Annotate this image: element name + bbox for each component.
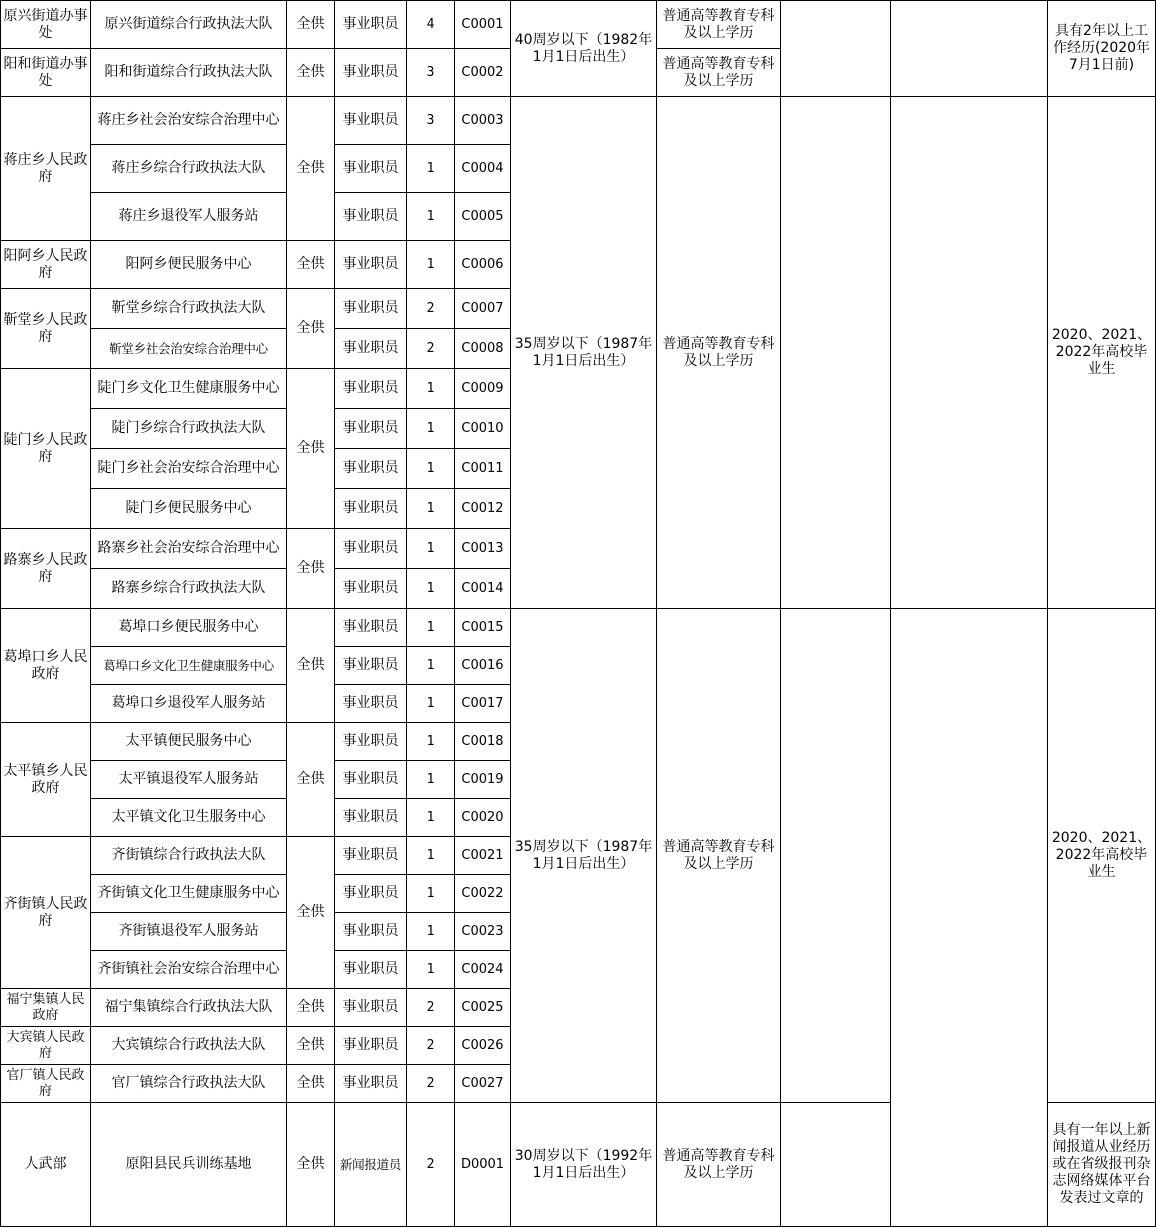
funding-cell: 全供: [287, 289, 335, 369]
code-cell: C0013: [455, 529, 511, 569]
count-cell: 1: [407, 875, 455, 913]
post-type-cell: 事业职员: [335, 49, 407, 97]
age-requirement-cell: 30周岁以下（1992年1月1日后出生）: [511, 1103, 657, 1227]
unit-cell: 葛埠口乡文化卫生健康服务中心: [91, 647, 287, 685]
post-type-cell: 事业职员: [335, 951, 407, 989]
unit-cell: 陡门乡社会治安综合治理中心: [91, 449, 287, 489]
code-cell: C0005: [455, 193, 511, 241]
post-type-cell: 事业职员: [335, 875, 407, 913]
post-type-cell: 事业职员: [335, 989, 407, 1027]
post-type-cell: 事业职员: [335, 409, 407, 449]
dept-cell: 陡门乡人民政府: [1, 369, 91, 529]
unit-cell: 福宁集镇综合行政执法大队: [91, 989, 287, 1027]
post-type-cell: 事业职员: [335, 837, 407, 875]
post-type-cell: 事业职员: [335, 1065, 407, 1103]
code-cell: C0017: [455, 685, 511, 723]
count-cell: 1: [407, 647, 455, 685]
blank-cell: [781, 97, 891, 609]
unit-cell: 阳阿乡便民服务中心: [91, 241, 287, 289]
unit-cell: 齐街镇社会治安综合治理中心: [91, 951, 287, 989]
count-cell: 1: [407, 241, 455, 289]
funding-cell: 全供: [287, 1, 335, 49]
funding-cell: 全供: [287, 837, 335, 989]
code-cell: C0010: [455, 409, 511, 449]
post-type-cell: 事业职员: [335, 145, 407, 193]
code-cell: C0021: [455, 837, 511, 875]
funding-cell: 全供: [287, 1065, 335, 1103]
unit-cell: 路寨乡综合行政执法大队: [91, 569, 287, 609]
unit-cell: 太平镇文化卫生服务中心: [91, 799, 287, 837]
unit-cell: 官厂镇综合行政执法大队: [91, 1065, 287, 1103]
unit-cell: 葛埠口乡便民服务中心: [91, 609, 287, 647]
funding-cell: 全供: [287, 49, 335, 97]
age-requirement-cell: 35周岁以下（1987年1月1日后出生）: [511, 97, 657, 609]
unit-cell: 阳和街道综合行政执法大队: [91, 49, 287, 97]
dept-cell: 原兴街道办事处: [1, 1, 91, 49]
unit-cell: 原兴街道综合行政执法大队: [91, 1, 287, 49]
count-cell: 2: [407, 289, 455, 329]
count-cell: 1: [407, 837, 455, 875]
code-cell: C0026: [455, 1027, 511, 1065]
dept-cell: 阳阿乡人民政府: [1, 241, 91, 289]
post-type-cell: 事业职员: [335, 489, 407, 529]
funding-cell: 全供: [287, 97, 335, 241]
code-cell: C0020: [455, 799, 511, 837]
code-cell: C0009: [455, 369, 511, 409]
unit-cell: 原阳县民兵训练基地: [91, 1103, 287, 1227]
funding-cell: 全供: [287, 1027, 335, 1065]
age-requirement-cell: 40周岁以下（1982年1月1日后出生）: [511, 1, 657, 97]
dept-cell: 官厂镇人民政府: [1, 1065, 91, 1103]
post-type-cell: 事业职员: [335, 329, 407, 369]
unit-cell: 陡门乡文化卫生健康服务中心: [91, 369, 287, 409]
count-cell: 1: [407, 145, 455, 193]
count-cell: 1: [407, 951, 455, 989]
post-type-cell: 事业职员: [335, 761, 407, 799]
code-cell: C0012: [455, 489, 511, 529]
code-cell: C0011: [455, 449, 511, 489]
code-cell: C0016: [455, 647, 511, 685]
count-cell: 4: [407, 1, 455, 49]
post-type-cell: 事业职员: [335, 97, 407, 145]
blank-cell: [891, 609, 1048, 1227]
count-cell: 1: [407, 609, 455, 647]
dept-cell: 福宁集镇人民政府: [1, 989, 91, 1027]
other-requirement-cell: 具有2年以上工作经历(2020年7月1日前): [1048, 1, 1156, 97]
post-type-cell: 事业职员: [335, 369, 407, 409]
blank-cell: [891, 1, 1048, 97]
blank-cell: [891, 97, 1048, 609]
unit-cell: 太平镇便民服务中心: [91, 723, 287, 761]
unit-cell: 蒋庄乡退役军人服务站: [91, 193, 287, 241]
post-type-cell: 新闻报道员: [335, 1103, 407, 1227]
degree-cell: 普通高等教育专科及以上学历: [657, 1103, 781, 1227]
degree-cell: 普通高等教育专科及以上学历: [657, 609, 781, 1103]
post-type-cell: 事业职员: [335, 449, 407, 489]
funding-cell: 全供: [287, 369, 335, 529]
dept-cell: 葛埠口乡人民政府: [1, 609, 91, 723]
unit-cell: 齐街镇退役军人服务站: [91, 913, 287, 951]
blank-cell: [781, 1103, 891, 1227]
unit-cell: 大宾镇综合行政执法大队: [91, 1027, 287, 1065]
table-row: [1, 609, 1156, 647]
code-cell: C0002: [455, 49, 511, 97]
code-cell: C0027: [455, 1065, 511, 1103]
degree-cell: 普通高等教育专科及以上学历: [657, 49, 781, 97]
post-type-cell: 事业职员: [335, 193, 407, 241]
dept-cell: 大宾镇人民政府: [1, 1027, 91, 1065]
other-requirement-cell: 具有一年以上新闻报道从业经历或在省级报刊杂志网络媒体平台发表过文章的: [1048, 1103, 1156, 1227]
count-cell: 1: [407, 449, 455, 489]
other-requirement-cell: 2020、2021、2022年高校毕业生: [1048, 609, 1156, 1103]
unit-cell: 路寨乡社会治安综合治理中心: [91, 529, 287, 569]
blank-cell: [781, 609, 891, 1103]
dept-cell: 靳堂乡人民政府: [1, 289, 91, 369]
degree-cell: 普通高等教育专科及以上学历: [657, 97, 781, 609]
count-cell: 1: [407, 369, 455, 409]
age-requirement-cell: 35周岁以下（1987年1月1日后出生）: [511, 609, 657, 1103]
code-cell: C0018: [455, 723, 511, 761]
funding-cell: 全供: [287, 723, 335, 837]
code-cell: C0024: [455, 951, 511, 989]
count-cell: 1: [407, 723, 455, 761]
count-cell: 1: [407, 409, 455, 449]
funding-cell: 全供: [287, 1103, 335, 1227]
unit-cell: 葛埠口乡退役军人服务站: [91, 685, 287, 723]
count-cell: 1: [407, 913, 455, 951]
post-type-cell: 事业职员: [335, 569, 407, 609]
post-type-cell: 事业职员: [335, 647, 407, 685]
unit-cell: 陡门乡综合行政执法大队: [91, 409, 287, 449]
count-cell: 1: [407, 529, 455, 569]
unit-cell: 蒋庄乡社会治安综合治理中心: [91, 97, 287, 145]
funding-cell: 全供: [287, 529, 335, 609]
count-cell: 1: [407, 761, 455, 799]
code-cell: C0006: [455, 241, 511, 289]
post-type-cell: 事业职员: [335, 609, 407, 647]
count-cell: 2: [407, 1065, 455, 1103]
dept-cell: 人武部: [1, 1103, 91, 1227]
funding-cell: 全供: [287, 609, 335, 723]
unit-cell: 齐街镇综合行政执法大队: [91, 837, 287, 875]
post-type-cell: 事业职员: [335, 1027, 407, 1065]
count-cell: 3: [407, 97, 455, 145]
post-type-cell: 事业职员: [335, 723, 407, 761]
count-cell: 1: [407, 685, 455, 723]
dept-cell: 蒋庄乡人民政府: [1, 97, 91, 241]
funding-cell: 全供: [287, 241, 335, 289]
dept-cell: 太平镇乡人民政府: [1, 723, 91, 837]
count-cell: 2: [407, 1103, 455, 1227]
unit-cell: 太平镇退役军人服务站: [91, 761, 287, 799]
count-cell: 1: [407, 799, 455, 837]
code-cell: C0007: [455, 289, 511, 329]
dept-cell: 路寨乡人民政府: [1, 529, 91, 609]
post-type-cell: 事业职员: [335, 913, 407, 951]
code-cell: C0023: [455, 913, 511, 951]
count-cell: 2: [407, 329, 455, 369]
unit-cell: 靳堂乡综合行政执法大队: [91, 289, 287, 329]
unit-cell: 靳堂乡社会治安综合治理中心: [91, 329, 287, 369]
other-requirement-cell: 2020、2021、2022年高校毕业生: [1048, 97, 1156, 609]
funding-cell: 全供: [287, 989, 335, 1027]
post-type-cell: 事业职员: [335, 685, 407, 723]
dept-cell: 阳和街道办事处: [1, 49, 91, 97]
unit-cell: 蒋庄乡综合行政执法大队: [91, 145, 287, 193]
code-cell: C0019: [455, 761, 511, 799]
post-type-cell: 事业职员: [335, 529, 407, 569]
count-cell: 2: [407, 989, 455, 1027]
blank-cell: [781, 1, 891, 97]
code-cell: C0014: [455, 569, 511, 609]
post-type-cell: 事业职员: [335, 799, 407, 837]
count-cell: 1: [407, 489, 455, 529]
post-type-cell: 事业职员: [335, 241, 407, 289]
unit-cell: 齐街镇文化卫生健康服务中心: [91, 875, 287, 913]
code-cell: C0022: [455, 875, 511, 913]
post-type-cell: 事业职员: [335, 1, 407, 49]
code-cell: D0001: [455, 1103, 511, 1227]
count-cell: 3: [407, 49, 455, 97]
table-row: [1, 97, 1156, 145]
post-type-cell: 事业职员: [335, 289, 407, 329]
code-cell: C0003: [455, 97, 511, 145]
unit-cell: 陡门乡便民服务中心: [91, 489, 287, 529]
code-cell: C0015: [455, 609, 511, 647]
count-cell: 1: [407, 569, 455, 609]
code-cell: C0025: [455, 989, 511, 1027]
code-cell: C0004: [455, 145, 511, 193]
dept-cell: 齐街镇人民政府: [1, 837, 91, 989]
code-cell: C0008: [455, 329, 511, 369]
code-cell: C0001: [455, 1, 511, 49]
table-row: [1, 1, 1156, 49]
count-cell: 2: [407, 1027, 455, 1065]
degree-cell: 普通高等教育专科及以上学历: [657, 1, 781, 49]
count-cell: 1: [407, 193, 455, 241]
